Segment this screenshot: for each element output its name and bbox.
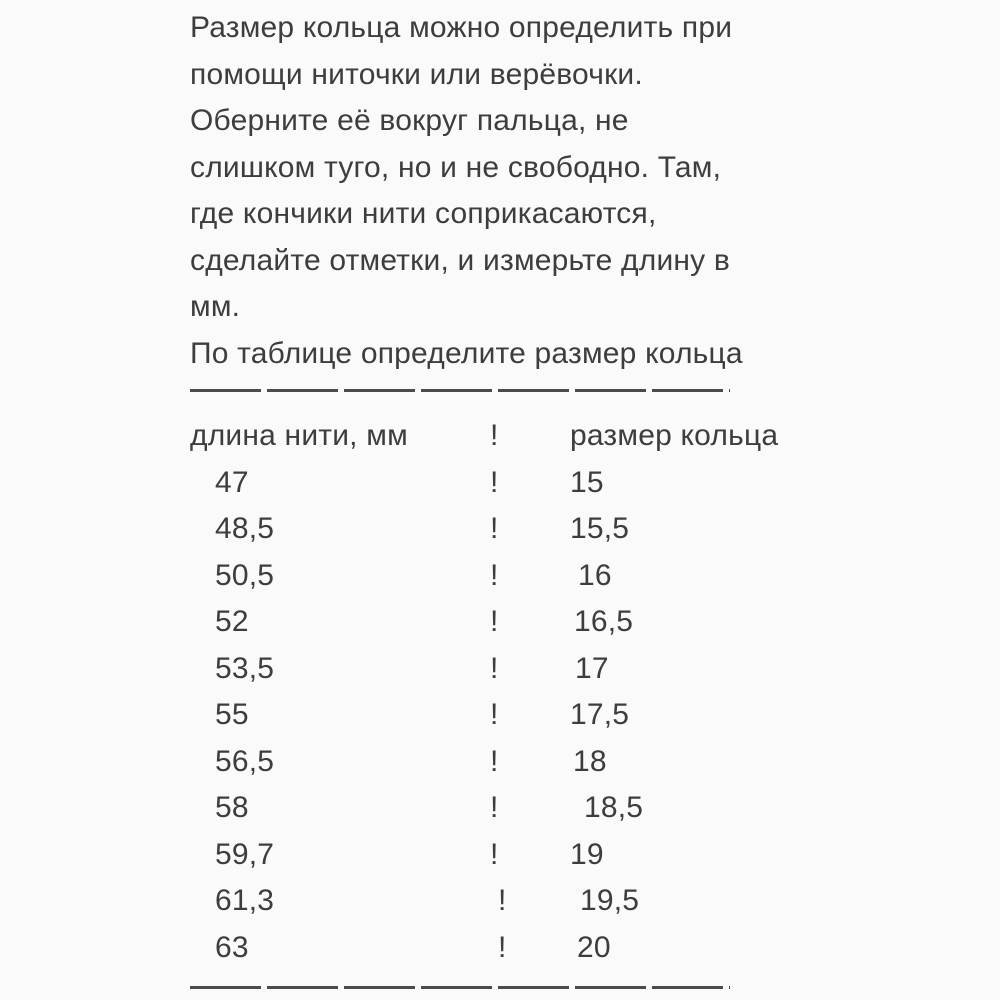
instruction-page (190, 5, 830, 989)
ring-size-value: 19,5 (580, 884, 640, 918)
ring-size-value: 20 (577, 930, 611, 964)
ring-size-table (190, 413, 830, 971)
thread-length-value: 55 (215, 698, 249, 732)
column-separator: ! (490, 419, 499, 453)
table-top-divider (190, 389, 730, 392)
column-separator: ! (490, 837, 499, 871)
table-row (190, 925, 830, 972)
instruction-text (190, 5, 830, 377)
column-separator: ! (490, 465, 499, 499)
ring-size-value: 18 (573, 744, 607, 778)
thread-length-value: 59,7 (215, 837, 275, 871)
column-separator: ! (490, 791, 499, 825)
ring-size-value: 16,5 (574, 605, 634, 639)
ring-size-value: 16 (578, 558, 612, 592)
column-separator: ! (490, 698, 499, 732)
column-separator: ! (490, 651, 499, 685)
header-thread-length: длина нити, мм (190, 419, 408, 453)
intro-line: слишком туго, но и не свободно. Там, (190, 150, 722, 184)
thread-length-value: 47 (215, 465, 249, 499)
ring-size-value: 15,5 (570, 512, 630, 546)
table-row (190, 739, 830, 786)
thread-length-value: 56,5 (215, 744, 275, 778)
intro-line: Оберните её вокруг пальца, не (190, 104, 629, 137)
thread-length-value: 63 (215, 930, 249, 964)
header-ring-size: размер кольца (570, 419, 779, 453)
intro-line: Размер кольца можно определить при (190, 11, 733, 44)
intro-line: По таблице определите размер кольца (190, 336, 743, 370)
table-row (190, 460, 830, 507)
table-row (190, 506, 830, 553)
column-separator: ! (498, 884, 507, 918)
thread-length-value: 53,5 (215, 651, 275, 685)
column-separator: ! (490, 605, 499, 639)
column-separator: ! (490, 512, 499, 546)
table-row (190, 878, 830, 925)
ring-size-value: 15 (570, 465, 604, 499)
table-row (190, 599, 830, 646)
ring-size-value: 17 (575, 651, 609, 685)
table-row (190, 692, 830, 739)
column-separator: ! (498, 930, 507, 964)
thread-length-value: 58 (215, 791, 249, 825)
table-row (190, 553, 830, 600)
ring-size-value: 19 (570, 837, 604, 871)
table-bottom-divider (190, 986, 730, 989)
thread-length-value: 50,5 (215, 558, 275, 592)
thread-length-value: 52 (215, 605, 249, 639)
table-row (190, 646, 830, 693)
ring-size-value: 17,5 (570, 698, 630, 732)
ring-size-value: 18,5 (584, 791, 644, 825)
table-row (190, 785, 830, 832)
table-header-row (190, 413, 830, 460)
intro-line: помощи ниточки или верёвочки. (190, 57, 643, 91)
column-separator: ! (490, 558, 499, 592)
thread-length-value: 48,5 (215, 512, 275, 546)
intro-line: сделайте отметки, и измерьте длину в (190, 243, 731, 277)
intro-line: мм. (190, 290, 241, 323)
table-row (190, 832, 830, 879)
intro-line: где кончики нити соприкасаются, (190, 197, 657, 230)
column-separator: ! (490, 744, 499, 778)
thread-length-value: 61,3 (215, 884, 275, 918)
